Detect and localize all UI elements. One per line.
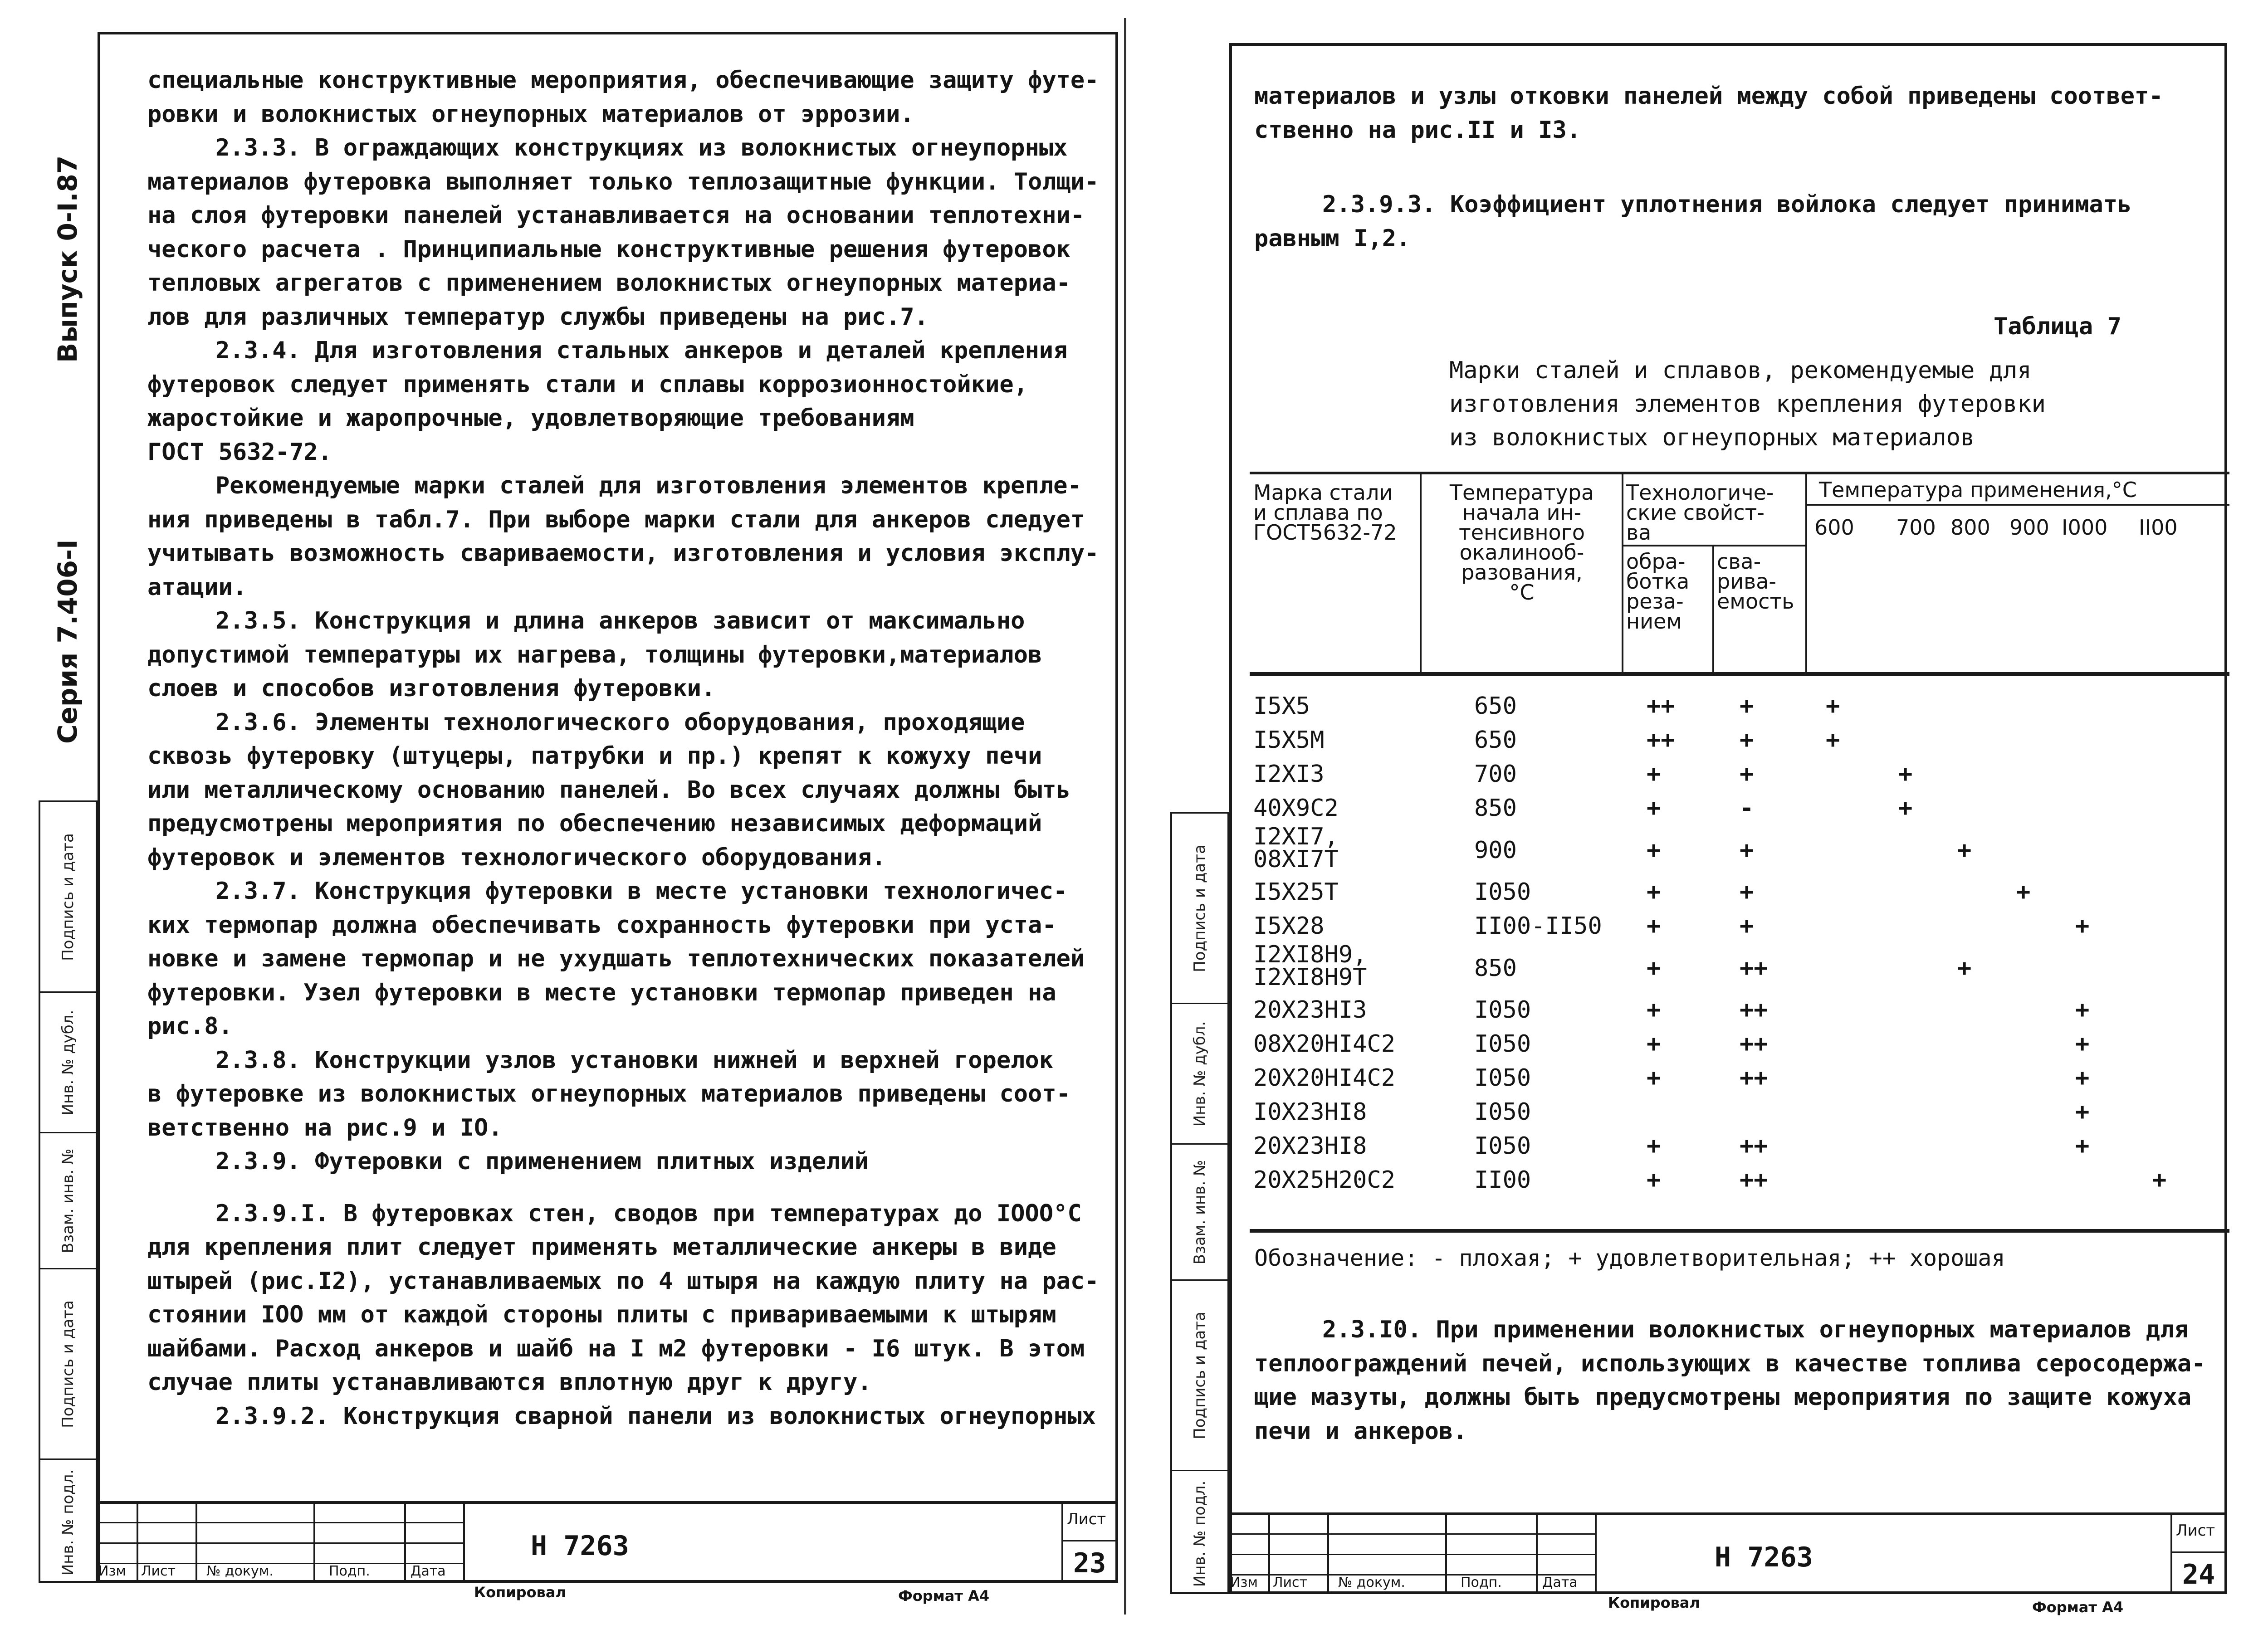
paragraph-line: тепловых агрегатов с применением волокнистых огнеупорных материа- (147, 269, 1070, 297)
cell-grade: I5X5 (1253, 693, 1310, 720)
paragraph-line: 2.3.6. Элементы технологического оборудования, проходящие (215, 708, 1025, 736)
cell-weldability: + (1740, 837, 1754, 864)
temp-col-1100: II00 (2139, 515, 2178, 540)
paragraph-line: новке и замене термопар и не ухудшать теплотехнических показателей (147, 945, 1085, 972)
cell-use-mark: + (1898, 795, 1913, 822)
cell-use-mark: + (1898, 761, 1913, 788)
tb-label: Подп. (1461, 1575, 1502, 1590)
table-row (1250, 757, 2229, 791)
paragraph-line: щие мазуты, должны быть предусмотрены мероприятия по защите кожуха (1254, 1384, 2192, 1411)
table-row (1250, 875, 2229, 909)
temp-col-600: 600 (1814, 515, 1854, 540)
cell-machining: + (1647, 878, 1661, 906)
cell-use-mark: + (2075, 1064, 2090, 1092)
series-label: Серия 7.406-I (52, 539, 83, 744)
cell-machining: + (1647, 912, 1661, 940)
paragraph-line: ческого расчета . Принципиальные конструктивные решения футеровок (147, 235, 1070, 263)
cell-machining: + (1647, 761, 1661, 788)
cell-machining: + (1647, 1132, 1661, 1160)
cell-weldability: + (1740, 693, 1754, 720)
paragraph-line: ния приведены в табл.7. При выборе марки стали для анкеров следует (147, 506, 1085, 533)
cell-weldability: + (1740, 761, 1754, 788)
body-text (1254, 79, 2163, 255)
cell-use-mark: + (2075, 1030, 2090, 1058)
cell-grade: I0X23HI8 (1253, 1098, 1367, 1126)
cell-temp-start: 850 (1474, 955, 1517, 982)
paragraph-line: атации. (147, 573, 247, 601)
sidebar-stamp (1170, 812, 1229, 1594)
paragraph-line: 2.3.3. В ограждающих конструкциях из волокнистых огнеупорных (215, 134, 1068, 161)
cell-use-mark: + (1957, 837, 1972, 864)
paragraph-line: жаростойкие и жаропрочные, удовлетворяющие требованиям (147, 405, 914, 432)
cell-temp-start: I050 (1474, 1098, 1531, 1126)
sidebar-label: Инв. № подл. (59, 1469, 77, 1575)
title-block (1229, 1512, 2227, 1594)
paragraph-line: ственно на рис.II и I3. (1254, 116, 1581, 144)
paragraph-line: штырей (рис.I2), устанавливаемых по 4 штыря на каждую плиту на рас- (147, 1267, 1099, 1295)
cell-temp-start: 650 (1474, 693, 1517, 720)
cell-use-mark: + (2075, 912, 2090, 940)
cell-temp-start: 650 (1474, 727, 1517, 754)
paragraph-line: стоянии IOO мм от каждой стороны плиты с привариваемыми к штырям (147, 1301, 1056, 1328)
cell-machining: ++ (1647, 693, 1675, 720)
table-bottom-rule (1250, 1229, 2229, 1233)
cell-temp-start: II00-II50 (1474, 912, 1602, 940)
cell-grade: I5X25T (1253, 878, 1339, 906)
header-temp-use: Температура применения,°С (1819, 478, 2137, 502)
cell-machining: + (1647, 1166, 1661, 1194)
header-machining: обра- ботка реза- нием (1626, 549, 1690, 634)
tb-label: Лист (141, 1563, 176, 1579)
sidebar-label: Подпись и дата (59, 1300, 77, 1428)
table-row (1250, 1061, 2229, 1095)
cell-temp-start: I050 (1474, 996, 1531, 1024)
paragraph-line: ГОСТ 5632-72. (147, 438, 332, 466)
cell-temp-start: I050 (1474, 878, 1531, 906)
sheet-label: Лист (1067, 1510, 1106, 1528)
paragraph-line: теплоограждений печей, использующих в качестве топлива серосодержа- (1254, 1350, 2206, 1377)
paragraph-line: 2.3.8. Конструкции узлов установки нижней и верхней горелок (215, 1046, 1054, 1074)
tb-label: Дата (1542, 1575, 1578, 1590)
tb-label: Лист (1273, 1575, 1308, 1590)
table-row (1250, 689, 2229, 723)
cell-grade: I5X28 (1253, 912, 1325, 940)
table-title-line: изготовления элементов крепления футеровки (1449, 390, 2046, 418)
sidebar-label: Инв. № подл. (1191, 1480, 1209, 1587)
cell-weldability: + (1740, 912, 1754, 940)
sidebar-label: Инв. № дубл. (59, 1010, 77, 1115)
sidebar-label: Взам. инв. № (59, 1148, 77, 1253)
paragraph-line: футеровок следует применять стали и сплавы коррозионностойкие, (147, 371, 1028, 398)
footer-format: Формат А4 (898, 1587, 990, 1605)
temp-col-800: 800 (1950, 515, 1990, 540)
cell-use-mark: + (1826, 727, 1840, 754)
paragraph-line: слоев и способов изготовления футеровки. (147, 675, 716, 702)
paragraph-line: 2.3.I0. При применении волокнистых огнеупорных материалов для (1322, 1316, 2189, 1343)
paragraph-line: специальные конструктивные мероприятия, обеспечивающие защиту футе- (147, 67, 1099, 94)
cell-grade: I2XI7, 08XI7T (1253, 823, 1339, 873)
cell-weldability: + (1740, 727, 1754, 754)
table-row (1250, 993, 2229, 1027)
cell-machining: ++ (1647, 727, 1675, 754)
paragraph-line: ветственно на рис.9 и IO. (147, 1114, 503, 1141)
paragraph-line: допустимой температуры их нагрева, толщины футеровки,материалов (147, 641, 1042, 668)
cell-grade: 20X23HI3 (1253, 996, 1367, 1024)
paragraph-line: футеровок и элементов технологического оборудования. (147, 844, 886, 871)
tb-label: Изм (98, 1563, 127, 1579)
cell-grade: I2XI3 (1253, 761, 1325, 788)
table-row (1250, 1129, 2229, 1163)
cell-grade: 40X9C2 (1253, 795, 1339, 822)
cell-temp-start: 900 (1474, 837, 1517, 864)
table-legend: Обозначение: - плохая; + удовлетворительная; ++ хорошая (1254, 1245, 2005, 1271)
tb-label: Изм (1230, 1575, 1258, 1590)
paragraph-line: предусмотрены мероприятия по обеспечению независимых деформаций (147, 810, 1042, 837)
table-row (1250, 791, 2229, 825)
sidebar-label: Подпись и дата (1191, 1311, 1209, 1439)
table-row (1250, 1027, 2229, 1061)
cell-use-mark: + (2152, 1166, 2167, 1194)
sidebar-label: Инв. № дубл. (1191, 1021, 1209, 1127)
cell-weldability: + (1740, 878, 1754, 906)
paragraph-line: или металлическому основанию панелей. Во всех случаях должны быть (147, 776, 1070, 804)
cell-grade: 20X25H20C2 (1253, 1166, 1396, 1194)
sidebar-label: Подпись и дата (59, 833, 77, 961)
cell-machining: + (1647, 955, 1661, 982)
cell-temp-start: II00 (1474, 1166, 1531, 1194)
cell-weldability: ++ (1740, 1064, 1768, 1092)
paragraph-line: сквозь футеровку (штуцеры, патрубки и пр.) крепят к кожуху печи (147, 742, 1042, 770)
cell-use-mark: + (2075, 1098, 2090, 1126)
paragraph-line: для крепления плит следует применять металлические анкеры в виде (147, 1234, 1056, 1261)
paragraph-line: равным I,2. (1254, 224, 1411, 252)
cell-use-mark: + (1957, 955, 1972, 982)
sheet-label: Лист (2176, 1522, 2215, 1540)
cell-use-mark: + (2075, 1132, 2090, 1160)
paragraph-line: 2.3.9.2. Конструкция сварной панели из волокнистых огнеупорных (215, 1402, 1096, 1430)
cell-machining: + (1647, 1064, 1661, 1092)
cell-use-mark: + (2016, 878, 2031, 906)
document-code: Н 7263 (531, 1530, 629, 1562)
cell-weldability: ++ (1740, 996, 1768, 1024)
cell-temp-start: 850 (1474, 795, 1517, 822)
table-row (1250, 1095, 2229, 1129)
paragraph-line: ровки и волокнистых огнеупорных материалов от эррозии. (147, 100, 914, 128)
paragraph-line: учитывать возможность свариваемости, изготовления и условия эксплу- (147, 540, 1099, 567)
paragraph-line: Рекомендуемые марки сталей для изготовления элементов крепле- (215, 472, 1082, 499)
issue-label: Выпуск 0-I.87 (52, 155, 83, 363)
paragraph-line: 2.3.4. Для изготовления стальных анкеров и деталей крепления (215, 337, 1068, 364)
cell-weldability: ++ (1740, 1132, 1768, 1160)
sheet-number: 23 (1073, 1547, 1106, 1579)
table-title-line: Марки сталей и сплавов, рекомендуемые для (1449, 357, 2032, 384)
paragraph-line: в футеровке из волокнистых огнеупорных материалов приведены соот- (147, 1080, 1070, 1107)
tb-label: Дата (411, 1563, 446, 1579)
table-header (1250, 472, 2229, 676)
table-title-line: из волокнистых огнеупорных материалов (1449, 424, 1975, 451)
cell-weldability: - (1740, 795, 1754, 822)
temp-col-900: 900 (2009, 515, 2049, 540)
document-code: Н 7263 (1715, 1541, 1813, 1573)
paragraph-line: материалов футеровка выполняет только теплозащитные функции. Толщи- (147, 168, 1099, 195)
paragraph-line: 2.3.7. Конструкция футеровки в месте установки технологичес- (215, 878, 1068, 905)
paragraph-line: 2.3.5. Конструкция и длина анкеров зависит от максимально (215, 607, 1025, 634)
table-row (1250, 1163, 2229, 1197)
cell-machining: + (1647, 1030, 1661, 1058)
tb-label: № докум. (206, 1563, 274, 1579)
section-heading: 2.3.9. Футеровки с применением плитных изделий (215, 1148, 869, 1175)
cell-grade: 20X23HI8 (1253, 1132, 1367, 1160)
paragraph-line: 2.3.9.3. Коэффициент уплотнения войлока следует принимать (1322, 191, 2132, 218)
body-text-after (1254, 1313, 2206, 1448)
cell-temp-start: I050 (1474, 1030, 1531, 1058)
cell-grade: I5X5M (1253, 727, 1325, 754)
paragraph-line: шайбами. Расход анкеров и шайб на I м2 футеровки - I6 штук. В этом (147, 1335, 1085, 1362)
paragraph-line: случае плиты устанавливаются вплотную друг к другу. (147, 1369, 872, 1396)
temp-col-1000: I000 (2062, 515, 2108, 540)
table-row (1250, 943, 2229, 993)
paragraph-line: лов для различных температур службы приведены на рис.7. (147, 303, 929, 331)
sidebar-label: Взам. инв. № (1191, 1160, 1209, 1264)
cell-use-mark: + (2075, 996, 2090, 1024)
header-temp-start: Температура начала ин- тенсивного окалинооб- разования, °С (1449, 480, 1594, 605)
table-row (1250, 825, 2229, 875)
cell-grade: 20X20HI4C2 (1253, 1064, 1396, 1092)
paragraph-line: ких термопар должна обеспечивать сохранность футеровки при уста- (147, 911, 1056, 939)
cell-machining: + (1647, 996, 1661, 1024)
cell-machining: + (1647, 795, 1661, 822)
paragraph-line: футеровки. Узел футеровки в месте установки термопар приведен на (147, 979, 1056, 1006)
tb-label: Подп. (329, 1563, 370, 1579)
footer-copied: Копировал (474, 1584, 566, 1601)
temp-col-700: 700 (1896, 515, 1936, 540)
paragraph-line: 2.3.9.I. В футеровках стен, сводов при температурах до IOOO°C (215, 1200, 1082, 1227)
sheet-number-box (2170, 1515, 2227, 1594)
header-tech-props: Технологиче- ские свойст- ва (1626, 480, 1774, 545)
paragraph-line: на слоя футеровки панелей устанавливается на основании теплотехни- (147, 202, 1085, 229)
cell-weldability: ++ (1740, 1166, 1768, 1194)
cell-grade: 08X20HI4C2 (1253, 1030, 1396, 1058)
tb-label: № докум. (1338, 1575, 1405, 1590)
cell-machining: + (1647, 837, 1661, 864)
cell-temp-start: I050 (1474, 1132, 1531, 1160)
table-row (1250, 909, 2229, 943)
cell-temp-start: 700 (1474, 761, 1517, 788)
table-caption: Таблица 7 (1994, 313, 2121, 340)
table-title (1449, 354, 2046, 454)
paragraph-line: рис.8. (147, 1013, 233, 1040)
paragraph-line: материалов и узлы отковки панелей между собой приведены соответ- (1254, 83, 2163, 110)
paragraph-line: печи и анкеров. (1254, 1417, 1467, 1445)
sidebar-label: Подпись и дата (1191, 844, 1209, 972)
footer-copied: Копировал (1608, 1594, 1700, 1611)
header-weldability: сва- рива- емость (1717, 549, 1794, 614)
cell-grade: I2XI8H9, I2XI8H9T (1253, 941, 1367, 991)
cell-weldability: ++ (1740, 955, 1768, 982)
footer-format: Формат А4 (2032, 1599, 2124, 1616)
cell-weldability: ++ (1740, 1030, 1768, 1058)
cell-use-mark: + (1826, 693, 1840, 720)
sheet-number: 24 (2182, 1559, 2215, 1590)
header-grade: Марка стали и сплава по ГОСТ5632-72 (1253, 480, 1397, 545)
cell-temp-start: I050 (1474, 1064, 1531, 1092)
table-row (1250, 723, 2229, 757)
